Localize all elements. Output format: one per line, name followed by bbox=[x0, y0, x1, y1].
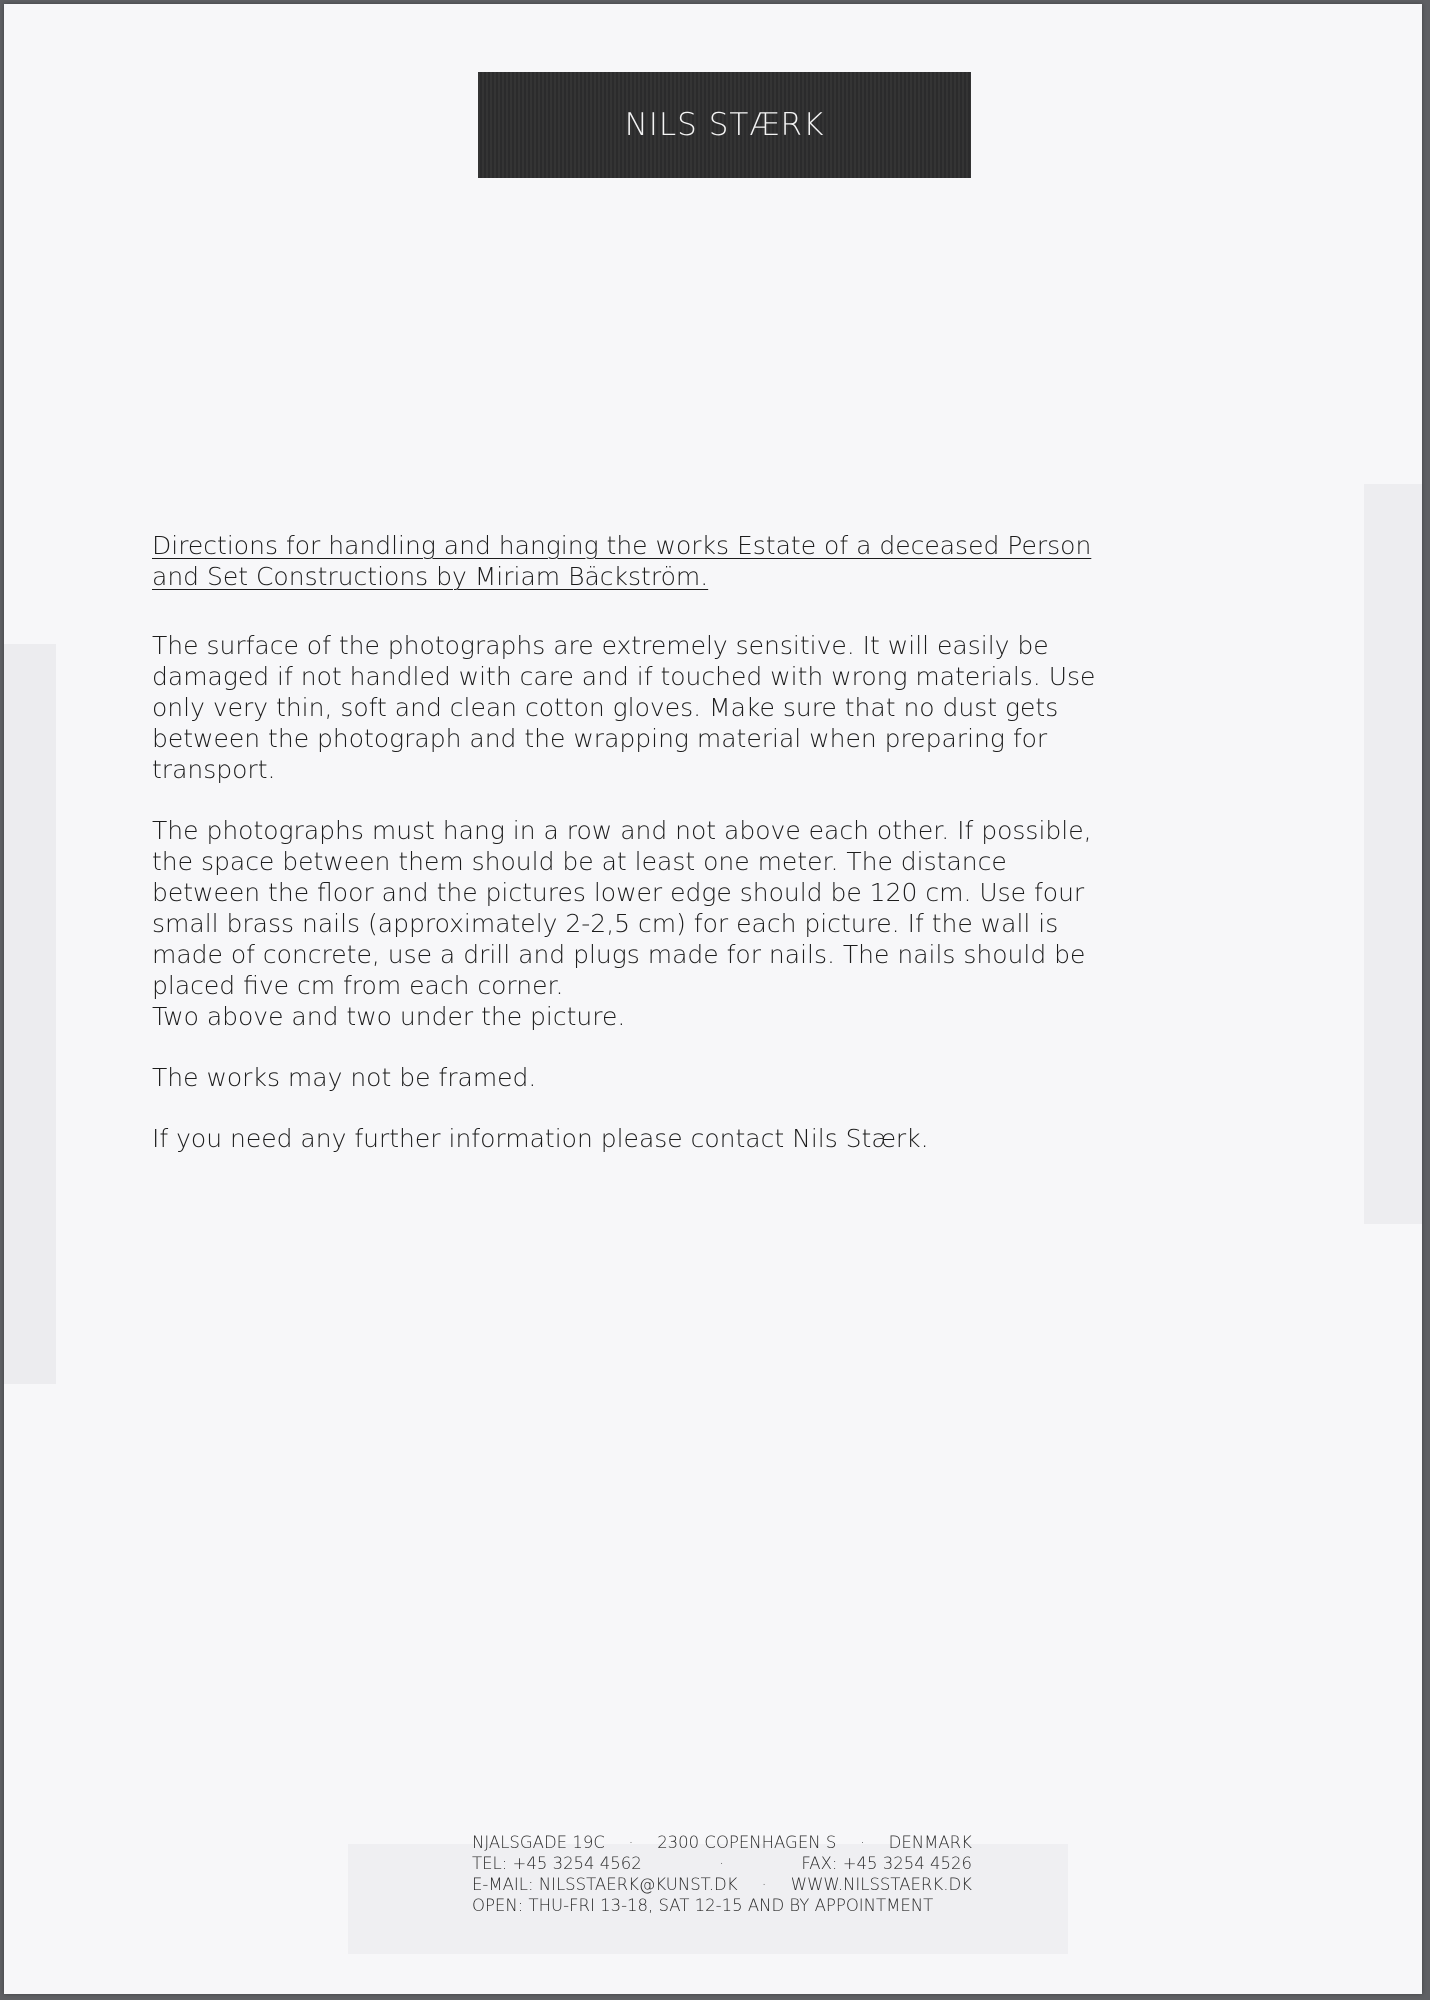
footer-country: DENMARK bbox=[888, 1833, 972, 1852]
footer-hours-line bbox=[472, 1895, 972, 1916]
letter-body bbox=[152, 530, 1102, 1184]
tape-strip-left bbox=[4, 644, 56, 1384]
footer-web: WWW.NILSSTAERK.DK bbox=[790, 1875, 972, 1894]
paragraph-framing: The works may not be framed. bbox=[152, 1063, 537, 1092]
footer-separator: · bbox=[761, 1875, 767, 1894]
document-heading: Directions for handling and hanging the works Estate of a deceased Person and Set Constructions by Miriam Bäckström. bbox=[152, 531, 1092, 591]
footer-separator: · bbox=[859, 1833, 866, 1852]
logo-text: NILS STÆRK bbox=[624, 107, 825, 143]
gallery-logo bbox=[478, 72, 971, 178]
footer-email: E-MAIL: NILSSTAERK@KUNST.DK bbox=[472, 1875, 738, 1894]
letterhead-footer bbox=[472, 1832, 972, 1916]
paragraph-contact: If you need any further information please contact Nils Stærk. bbox=[152, 1124, 929, 1153]
paragraph-handling: The surface of the photographs are extremely sensitive. It will easily be damaged if not handled with care and if touched with wrong materials. Use only very thin, soft and clean cotton gloves. Make sure that no dust gets between the photograph and the wrapping material when preparing for transport. bbox=[152, 631, 1096, 784]
footer-fax: FAX: +45 3254 4526 bbox=[801, 1854, 972, 1873]
tape-strip-right bbox=[1364, 484, 1422, 1224]
footer-street: NJALSGADE 19C bbox=[472, 1833, 605, 1852]
footer-address-line bbox=[472, 1832, 972, 1853]
footer-phone-line bbox=[472, 1853, 972, 1874]
footer-separator: · bbox=[628, 1833, 634, 1852]
footer-contact-line bbox=[472, 1874, 972, 1895]
footer-tel: TEL: +45 3254 4562 bbox=[472, 1854, 642, 1873]
footer-city: 2300 COPENHAGEN S bbox=[657, 1833, 837, 1852]
footer-hours: OPEN: THU-FRI 13-18, SAT 12-15 AND BY APPOINTMENT bbox=[472, 1896, 934, 1915]
paragraph-hanging: The photographs must hang in a row and not above each other. If possible, the space between them should be at least one meter. The distance between the floor and the pictures lower edge should be 120 cm. Use four small brass nails (approximately 2-2,5 cm) for each picture. If the wall is made of concrete, use a drill and plugs made for nails. The nails should be placed five cm from each corner. Two above and two under the picture. bbox=[152, 816, 1092, 1031]
footer-separator: · bbox=[718, 1854, 725, 1873]
